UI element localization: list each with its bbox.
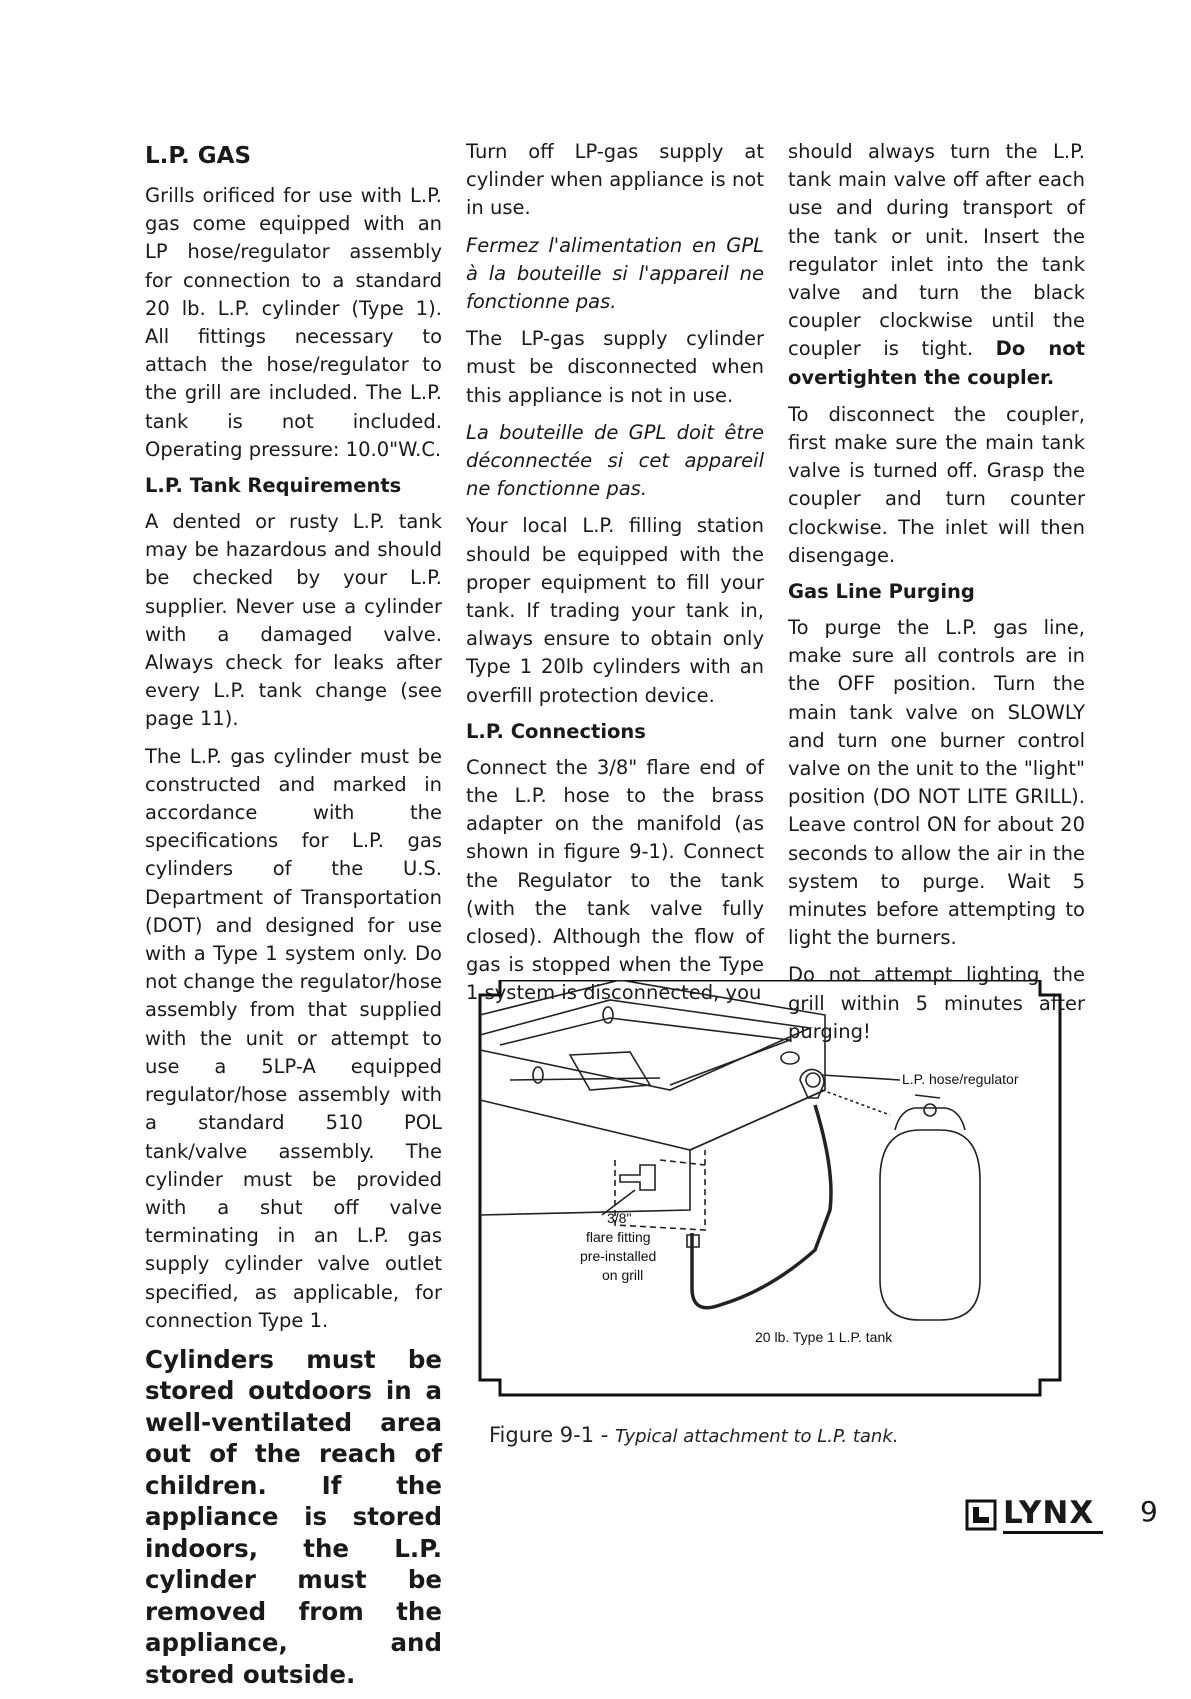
- paragraph: The L.P. gas cylinder must be constructed and marked in accordance with the specifications for L.P. gas cylinders of the U.S. Department of Transportation (DOT) and designed for use with a Type 1 system only. Do not change the regulator/hose assembly from that supplied with the unit or attempt to use a 5LP-A equipped regulator/hose assembly with a standard 510 POL tank/valve assembly. The cylinder must be provided with a shut off valve terminating in an L.P. gas supply cylinder valve outlet specified, as applicable, for connection Type 1.: [145, 744, 442, 1332]
- paragraph: Connect the 3/8" flare end of the L.P. hose to the brass adapter on the manifold (as shown in figure 9-1). Connect the Regulator to the tank (with the tank valve fully closed). Although the flow of gas is stopped when the Type 1 system is disconnected, you: [466, 755, 764, 1005]
- label-fitting-line3: pre-installed: [580, 1248, 657, 1264]
- label-fitting-line2: flare fitting: [586, 1229, 651, 1245]
- section-heading-lp-gas: L.P. GAS: [145, 143, 252, 169]
- paragraph-french: La bouteille de GPL doit être déconnectée si cet appareil ne fonctionne pas.: [466, 420, 764, 501]
- label-hose-regulator: L.P. hose/regulator: [902, 1071, 1019, 1087]
- subheading-lp-connections: L.P. Connections: [466, 719, 646, 743]
- column-3: [788, 138, 1085, 1055]
- column-2: [466, 138, 764, 1017]
- paragraph: Turn off LP-gas supply at cylinder when appliance is not in use.: [466, 140, 764, 220]
- caption-text: Typical attachment to L.P. tank.: [615, 1426, 899, 1447]
- paragraph: Do not attempt lighting the grill within 5 minutes after purging!: [788, 963, 1085, 1043]
- paragraph: Your local L.P. filling station should be equipped with the proper equipment to fill your tank. If trading your tank in, always ensure to obtain only Type 1 20lb cylinders with an overfill protection device.: [466, 514, 764, 707]
- flare-fitting: [620, 1165, 655, 1190]
- brand-name: LYNX: [1003, 1495, 1095, 1531]
- page-footer: [965, 1495, 1165, 1535]
- figure-lp-tank-attachment: [470, 980, 1090, 1415]
- subheading-gas-line-purging: Gas Line Purging: [788, 580, 975, 604]
- paragraph-french: Fermez l'alimentation en GPL à la bouteille si l'appareil ne fonctionne pas.: [466, 233, 764, 314]
- label-fitting-line1: 3/8": [607, 1210, 632, 1226]
- brand-underline: [1003, 1531, 1103, 1534]
- caption-label: Figure 9-1 -: [489, 1423, 609, 1447]
- lynx-logo-icon: [965, 1499, 997, 1531]
- label-tank: 20 lb. Type 1 L.P. tank: [755, 1329, 893, 1345]
- paragraph: The LP-gas supply cylinder must be disconnected when this appliance is not in use.: [466, 327, 764, 407]
- hose: [692, 1105, 831, 1308]
- paragraph: To disconnect the coupler, first make sure the main tank valve is turned off. Grasp the coupler and turn counter clockwise. The inlet will then disengage.: [788, 402, 1085, 567]
- paragraph-text: should always turn the L.P. tank main valve off after each use and during transport of the tank or unit. Insert the regulator inlet into the tank valve and turn the black coupler clockwise until the coupler is tight.: [788, 140, 1085, 361]
- column-1: [145, 138, 442, 1699]
- paragraph: A dented or rusty L.P. tank may be hazardous and should be checked by your L.P. supplier. Never use a cylinder with a damaged valve. Always check for leaks after every L.P. tank change (see page 11).: [145, 510, 442, 731]
- bold-warning: Do not overtighten the coupler.: [788, 337, 1085, 389]
- figure-caption: [489, 1423, 899, 1447]
- paragraph: To purge the L.P. gas line, make sure all controls are in the OFF position. Turn the main tank valve on SLOWLY and turn one burner control valve on the unit to the "light" position (DO NOT LITE GRILL). Leave control ON for about 20 seconds to allow the air in the system to purge. Wait 5 minutes before attempting to light the burners.: [788, 616, 1085, 950]
- subheading-tank-requirements: L.P. Tank Requirements: [145, 474, 402, 498]
- page-number: 9: [1140, 1495, 1158, 1528]
- paragraph: [788, 138, 1085, 392]
- paragraph: Grills orificed for use with L.P. gas come equipped with an LP hose/regulator assembly for connection to a standard 20 lb. L.P. cylinder (Type 1). All fittings necessary to attach the hose/regulator to the grill are included. The L.P. tank is not included. Operating pressure: 10.0"W.C.: [145, 184, 442, 461]
- label-fitting-line4: on grill: [602, 1267, 644, 1283]
- storage-warning: Cylinders must be stored outdoors in a well-ventilated area out of the reach of children. If the appliance is stored indoors, the L.P. cylinder must be removed from the appliance, and stored outside.: [145, 1344, 442, 1689]
- lp-tank: [880, 1130, 980, 1320]
